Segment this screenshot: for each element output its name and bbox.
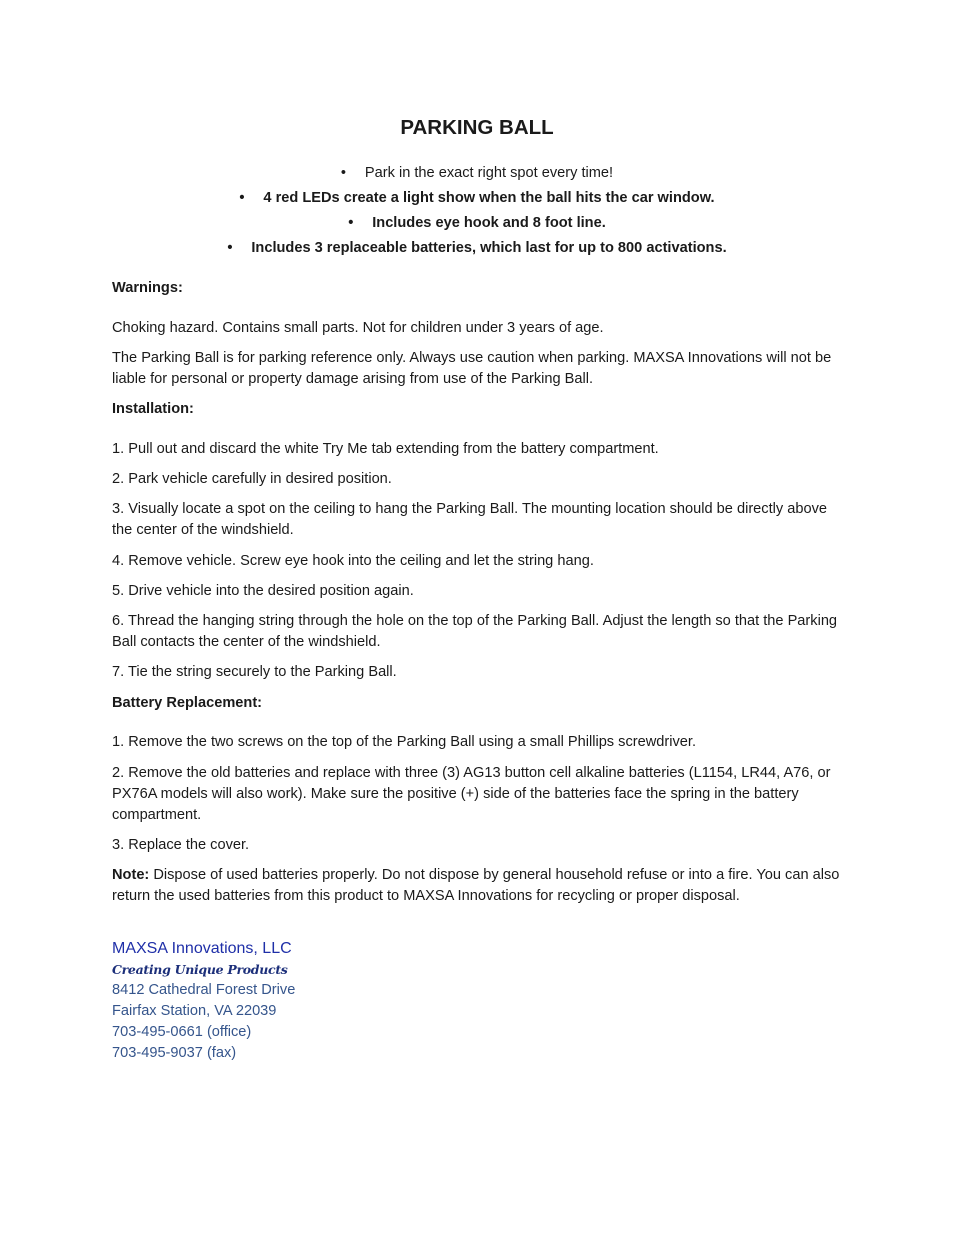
installation-step: 1. Pull out and discard the white Try Me tab extending from the battery compartment. bbox=[112, 441, 659, 457]
phone-number: 703-495-0661 (office) bbox=[112, 1024, 252, 1040]
battery-step: 2. Remove the old batteries and replace with three (3) AG13 button cell alkaline batteries (L1154, LR44, A76, or PX76A models will also work). Make sure the positive (+) side of the batteries face the spring in the battery compartment. bbox=[112, 765, 831, 823]
feature-item: • 4 red LEDs create a light show when the ball hits the car window. bbox=[0, 188, 954, 213]
battery-heading: Battery Replacement: bbox=[112, 695, 263, 711]
warnings-heading: Warnings: bbox=[112, 280, 183, 296]
installation-step: 3. Visually locate a spot on the ceiling to hang the Parking Ball. The mounting location should be directly above the center of the windshield. bbox=[112, 501, 828, 538]
contact-block bbox=[112, 938, 295, 1064]
fax-number: 703-495-9037 (fax) bbox=[112, 1045, 237, 1061]
installation-step: 4. Remove vehicle. Screw eye hook into the ceiling and let the string hang. bbox=[112, 553, 594, 569]
page-title: PARKING BALL bbox=[400, 116, 554, 139]
warning-paragraph: Choking hazard. Contains small parts. Not for children under 3 years of age. bbox=[112, 320, 604, 336]
battery-step: 1. Remove the two screws on the top of the Parking Ball using a small Phillips screwdriver. bbox=[112, 734, 697, 750]
bullet-icon: • bbox=[227, 240, 233, 256]
warning-paragraph: The Parking Ball is for parking reference only. Always use caution when parking. MAXSA Innovations will not be liable for personal or property damage arising from use of the Parking Ball. bbox=[112, 350, 832, 387]
installation-step: 2. Park vehicle carefully in desired position. bbox=[112, 471, 392, 487]
bullet-icon: • bbox=[340, 165, 346, 181]
feature-item: • Includes eye hook and 8 foot line. bbox=[0, 213, 954, 238]
address-line: 8412 Cathedral Forest Drive bbox=[112, 982, 296, 998]
battery-step: 3. Replace the cover. bbox=[112, 837, 250, 853]
note-label: Note: bbox=[112, 867, 150, 883]
installation-step: 7. Tie the string securely to the Parking Ball. bbox=[112, 664, 397, 680]
installation-step: 6. Thread the hanging string through the hole on the top of the Parking Ball. Adjust the length so that the Parking Ball contacts the center of the windshield. bbox=[112, 613, 838, 650]
installation-heading: Installation: bbox=[112, 401, 194, 417]
installation-step: 5. Drive vehicle into the desired position again. bbox=[112, 583, 414, 599]
feature-list bbox=[0, 163, 954, 263]
company-name: MAXSA Innovations, LLC bbox=[112, 940, 292, 957]
feature-item: • Includes 3 replaceable batteries, which last for up to 800 activations. bbox=[0, 238, 954, 263]
address-line: Fairfax Station, VA 22039 bbox=[112, 1003, 277, 1019]
bullet-icon: • bbox=[239, 190, 245, 206]
company-tagline: Creating Unique Products bbox=[112, 962, 288, 977]
feature-item: • Park in the exact right spot every time! bbox=[0, 163, 954, 188]
battery-note bbox=[112, 865, 842, 907]
bullet-icon: • bbox=[348, 215, 354, 231]
note-text: Dispose of used batteries properly. Do not dispose by general household refuse or into a fire. You can also return the used batteries from this product to MAXSA Innovations for recycling or proper disposal. bbox=[112, 867, 840, 904]
